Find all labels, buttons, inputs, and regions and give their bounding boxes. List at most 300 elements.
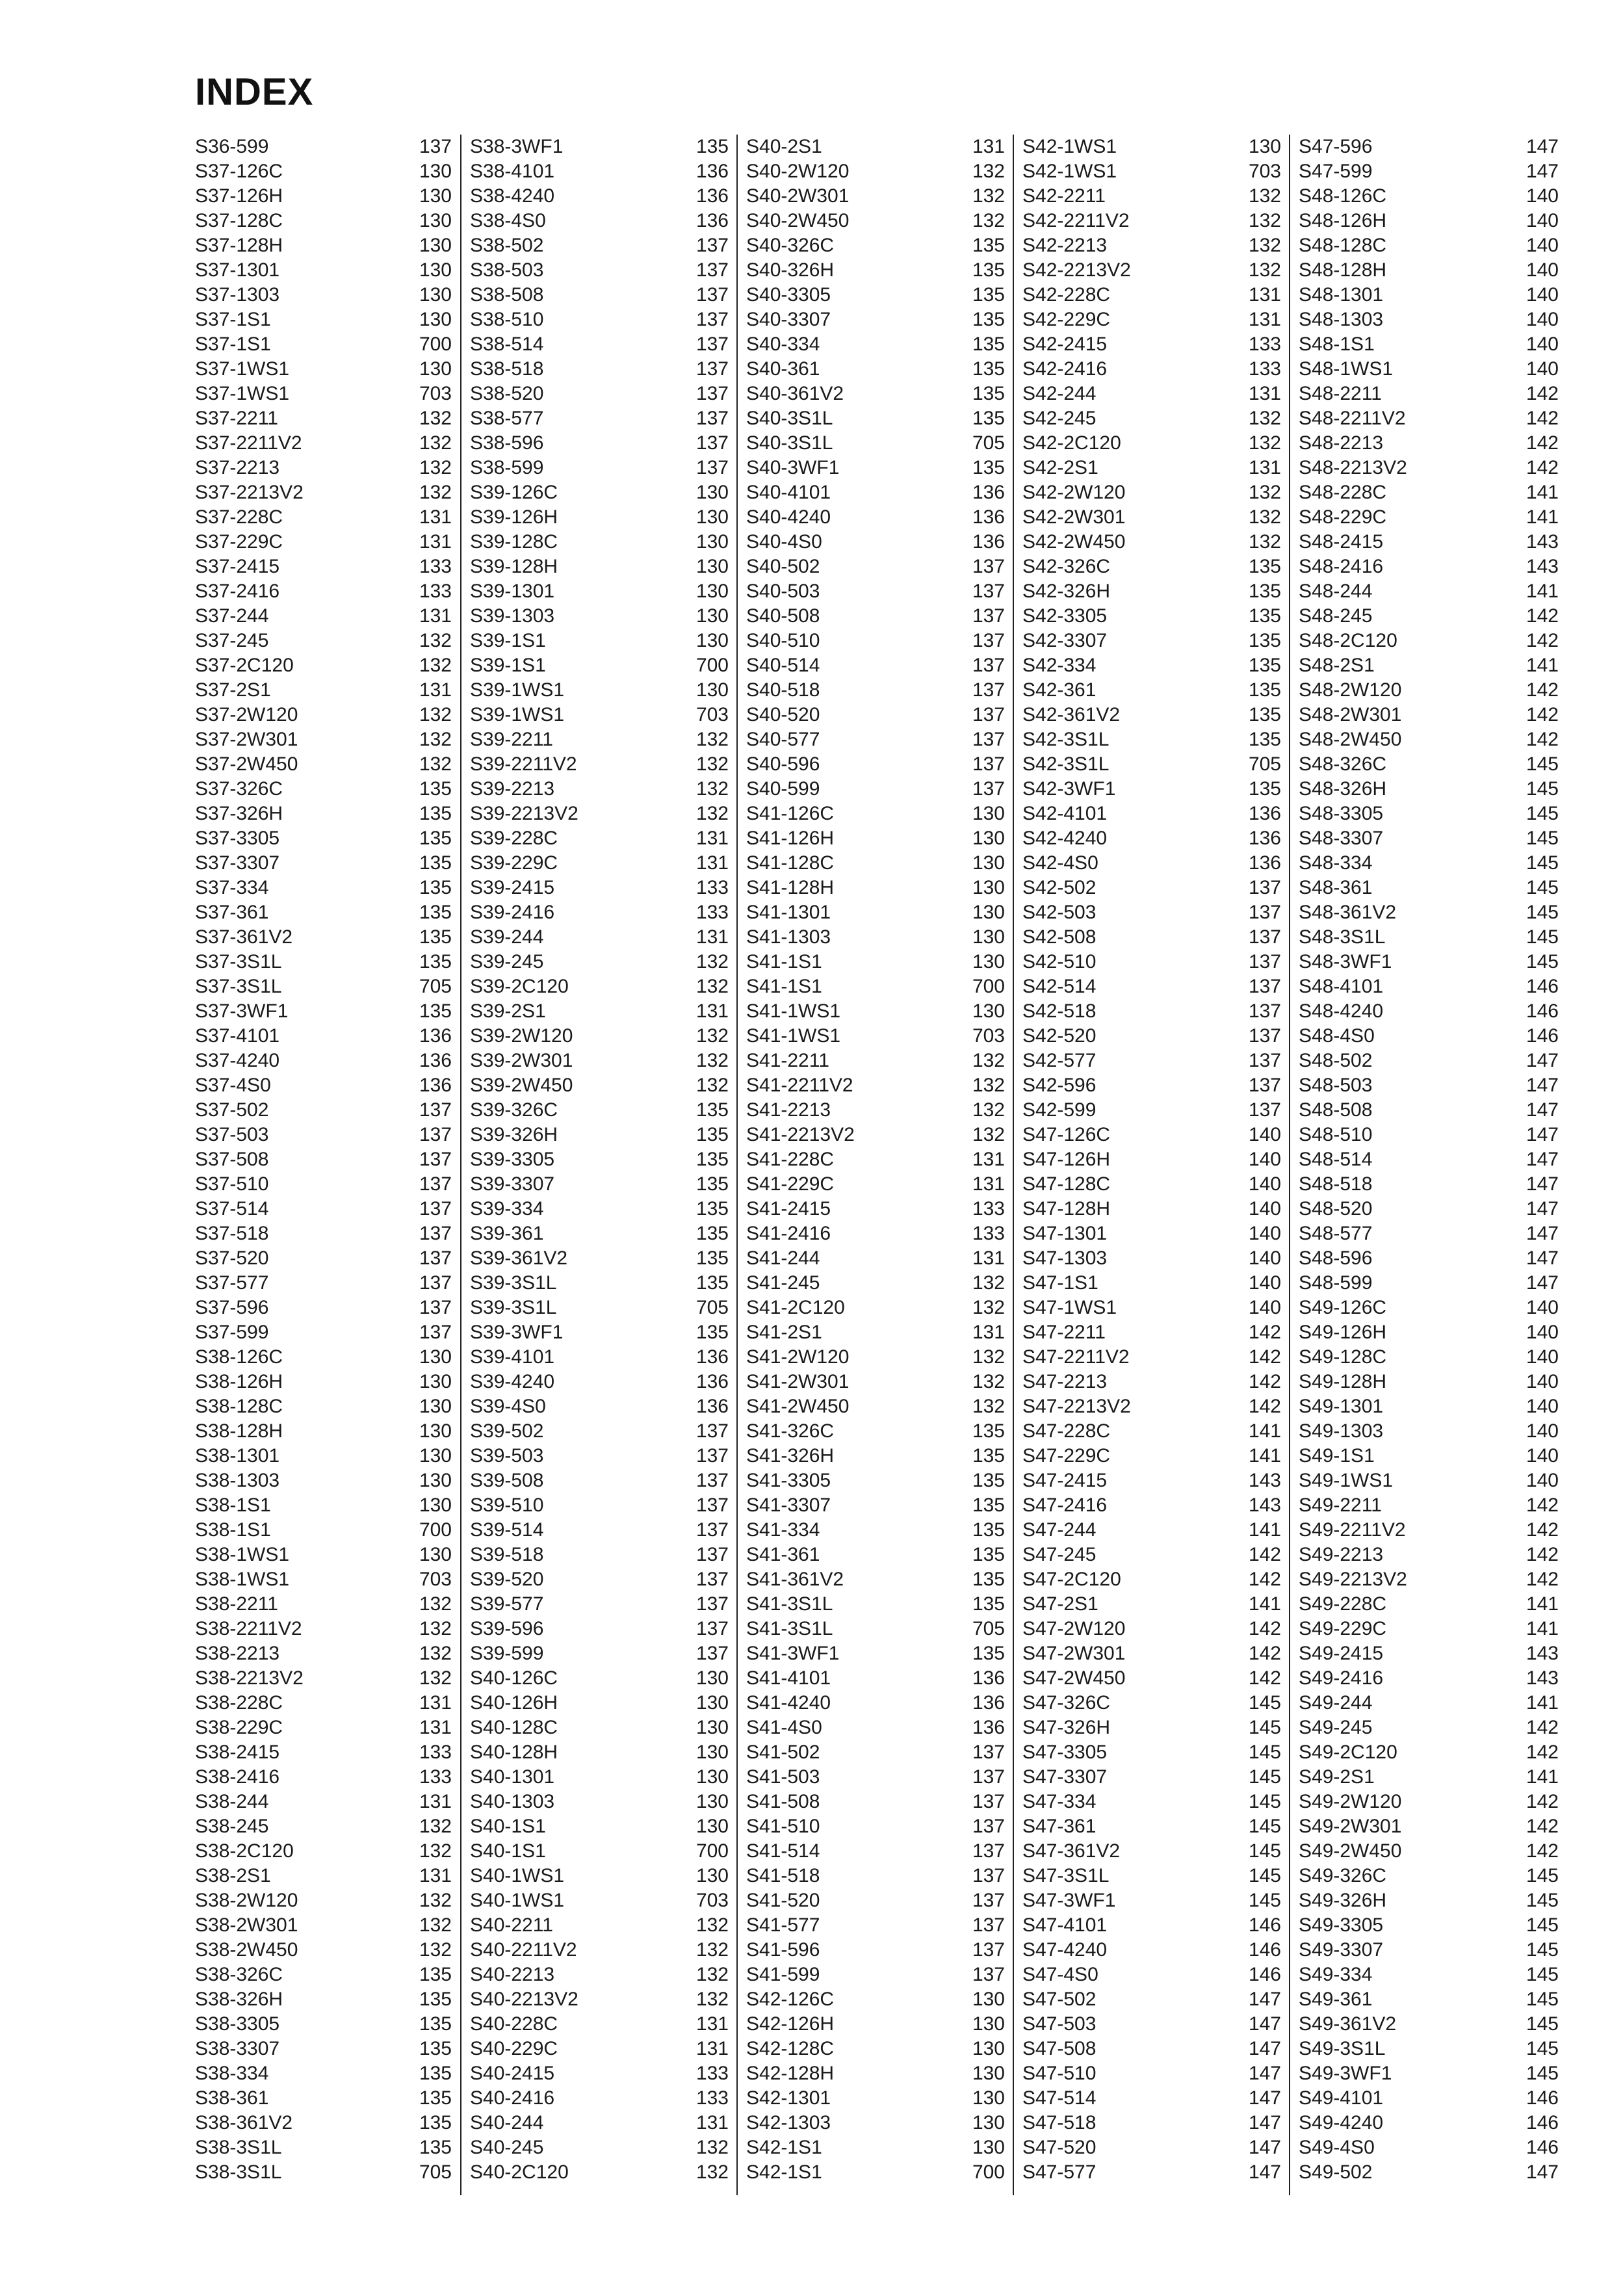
index-entry-page: 137 xyxy=(972,1816,1005,1837)
index-entry-code: S47-2416 xyxy=(1022,1494,1108,1516)
index-entry-page: 132 xyxy=(695,976,729,997)
index-entry xyxy=(1299,1123,1559,1147)
index-entry-code: S48-126C xyxy=(1299,185,1387,207)
index-entry-page: 135 xyxy=(419,1000,452,1022)
index-entry xyxy=(195,2111,452,2135)
index-entry xyxy=(1022,1691,1281,1715)
index-entry-page: 137 xyxy=(419,1198,452,1220)
index-entry xyxy=(1299,1740,1559,1765)
index-entry xyxy=(470,1098,729,1123)
index-entry-page: 141 xyxy=(1526,1593,1559,1615)
index-entry-code: S41-334 xyxy=(746,1519,820,1541)
index-entry-code: S37-3S1L xyxy=(195,951,282,972)
index-entry xyxy=(470,1468,729,1493)
index-entry-code: S40-4101 xyxy=(746,482,831,503)
index-entry-code: S38-4240 xyxy=(470,185,555,207)
index-entry xyxy=(1022,1938,1281,1963)
index-entry xyxy=(746,999,1005,1024)
index-entry-page: 140 xyxy=(1248,1173,1281,1195)
index-entry xyxy=(746,2111,1005,2135)
index-entry-page: 137 xyxy=(1248,877,1281,898)
index-entry-code: S47-1S1 xyxy=(1022,1272,1098,1294)
index-entry xyxy=(195,233,452,258)
index-entry-page: 132 xyxy=(972,1124,1005,1145)
index-entry xyxy=(746,1320,1005,1345)
index-entry-page: 142 xyxy=(1526,1816,1559,1837)
index-entry-code: S39-1S1 xyxy=(470,655,546,676)
index-entry xyxy=(1022,876,1281,900)
index-entry-page: 136 xyxy=(972,1667,1005,1689)
index-entry-code: S42-4101 xyxy=(1022,803,1108,824)
index-entry-page: 700 xyxy=(695,1840,729,1862)
index-entry xyxy=(746,727,1005,752)
index-entry xyxy=(470,1246,729,1271)
index-entry xyxy=(1022,604,1281,629)
index-entry xyxy=(470,727,729,752)
index-entry-code: S47-2W450 xyxy=(1022,1667,1126,1689)
index-entry-page: 135 xyxy=(695,1247,729,1269)
index-entry xyxy=(1299,406,1559,431)
index-entry-code: S40-2W301 xyxy=(746,185,850,207)
index-entry xyxy=(1299,332,1559,357)
index-entry-page: 131 xyxy=(419,1791,452,1812)
index-entry-code: S49-2C120 xyxy=(1299,1742,1397,1763)
index-entry xyxy=(195,1839,452,1864)
index-entry-page: 142 xyxy=(1526,1717,1559,1738)
index-entry-page: 131 xyxy=(972,1322,1005,1343)
index-entry-code: S39-1WS1 xyxy=(470,679,565,701)
index-entry-page: 130 xyxy=(419,309,452,330)
index-entry-page: 132 xyxy=(695,778,729,800)
index-entry-page: 140 xyxy=(1248,1272,1281,1294)
index-entry-page: 132 xyxy=(972,1075,1005,1096)
index-entry-code: S38-326H xyxy=(195,1989,283,2010)
index-entry-page: 146 xyxy=(1248,1964,1281,1985)
index-entry-code: S49-2415 xyxy=(1299,1643,1384,1664)
index-entry-page: 145 xyxy=(1526,902,1559,923)
index-entry xyxy=(746,1147,1005,1172)
index-entry xyxy=(195,480,452,505)
index-entry xyxy=(1299,1073,1559,1098)
index-entry-code: S38-2415 xyxy=(195,1742,280,1763)
index-entry xyxy=(746,406,1005,431)
index-entry xyxy=(746,2037,1005,2061)
index-entry xyxy=(1022,2061,1281,2086)
index-entry-code: S49-2211 xyxy=(1299,1494,1382,1516)
index-entry xyxy=(470,1567,729,1592)
index-entry-code: S37-326C xyxy=(195,778,283,800)
index-entry-page: 137 xyxy=(695,235,729,256)
index-entry-code: S48-577 xyxy=(1299,1223,1373,1244)
index-entry-page: 143 xyxy=(1526,1667,1559,1689)
index-entry-code: S42-244 xyxy=(1022,383,1097,404)
index-entry-page: 130 xyxy=(695,1667,729,1689)
index-entry-code: S40-514 xyxy=(746,655,820,676)
index-entry-page: 140 xyxy=(1526,1445,1559,1467)
index-entry xyxy=(1022,1444,1281,1468)
index-entry-page: 132 xyxy=(695,1075,729,1096)
index-entry-page: 136 xyxy=(1248,828,1281,849)
index-entry-page: 136 xyxy=(1248,803,1281,824)
index-entry-code: S39-326H xyxy=(470,1124,558,1145)
index-entry-page: 135 xyxy=(1248,556,1281,577)
index-entry-page: 137 xyxy=(695,457,729,478)
index-entry-page: 147 xyxy=(1248,2063,1281,2084)
index-entry-page: 133 xyxy=(695,2087,729,2109)
index-entry xyxy=(1022,135,1281,159)
index-entry-code: S49-1301 xyxy=(1299,1396,1384,1417)
index-entry-code: S41-1WS1 xyxy=(746,1025,841,1047)
index-entry xyxy=(195,2037,452,2061)
index-entry-page: 136 xyxy=(972,482,1005,503)
index-entry-code: S37-361V2 xyxy=(195,926,293,948)
index-entry-page: 135 xyxy=(419,1964,452,1985)
index-entry xyxy=(746,1493,1005,1518)
index-entry xyxy=(195,802,452,826)
index-entry xyxy=(195,900,452,925)
index-entry-page: 141 xyxy=(1526,1766,1559,1788)
index-entry xyxy=(195,1543,452,1567)
index-entry-code: S38-228C xyxy=(195,1692,283,1714)
index-entry xyxy=(1022,1888,1281,1913)
index-entry xyxy=(746,1049,1005,1073)
index-entry xyxy=(195,1123,452,1147)
index-entry xyxy=(746,1987,1005,2012)
index-entry-page: 133 xyxy=(419,556,452,577)
index-entry-page: 145 xyxy=(1526,877,1559,898)
index-entry-page: 137 xyxy=(972,1865,1005,1886)
index-entry-code: S37-244 xyxy=(195,605,269,627)
index-entry xyxy=(1299,1221,1559,1246)
index-entry-code: S38-1WS1 xyxy=(195,1569,290,1590)
index-entry-code: S39-2213 xyxy=(470,778,555,800)
index-entry xyxy=(746,2061,1005,2086)
index-entry-code: S38-508 xyxy=(470,284,544,306)
index-entry-page: 132 xyxy=(972,210,1005,231)
index-entry-code: S48-128H xyxy=(1299,259,1387,281)
index-entry-code: S42-1S1 xyxy=(746,2161,822,2183)
index-entry-page: 131 xyxy=(1248,309,1281,330)
index-entry-page: 131 xyxy=(972,1247,1005,1269)
index-entry-code: S40-229C xyxy=(470,2038,558,2059)
index-entry-code: S41-599 xyxy=(746,1964,820,1985)
index-entry xyxy=(746,604,1005,629)
index-entry xyxy=(195,1444,452,1468)
index-entry-page: 137 xyxy=(1248,926,1281,948)
index-entry-page: 132 xyxy=(419,1890,452,1911)
index-entry xyxy=(195,1814,452,1839)
index-entry xyxy=(470,2012,729,2037)
index-entry xyxy=(1022,777,1281,802)
index-entry xyxy=(195,431,452,456)
index-entry xyxy=(470,530,729,554)
index-entry-page: 135 xyxy=(972,1593,1005,1615)
index-entry xyxy=(470,357,729,382)
index-entry-page: 135 xyxy=(972,1569,1005,1590)
index-entry xyxy=(195,1098,452,1123)
index-entry-code: S47-3WF1 xyxy=(1022,1890,1116,1911)
index-entry-code: S40-334 xyxy=(746,333,820,355)
index-entry xyxy=(1022,159,1281,184)
index-entry-page: 137 xyxy=(1248,1075,1281,1096)
index-entry xyxy=(1022,184,1281,209)
index-entry xyxy=(746,1567,1005,1592)
index-entry-page: 705 xyxy=(419,976,452,997)
index-entry-code: S37-520 xyxy=(195,1247,269,1269)
index-entry-code: S39-520 xyxy=(470,1569,544,1590)
index-entry-code: S41-2W450 xyxy=(746,1396,850,1417)
index-entry xyxy=(746,1666,1005,1691)
index-entry-page: 130 xyxy=(695,1742,729,1763)
index-entry xyxy=(746,554,1005,579)
index-entry-page: 147 xyxy=(1526,136,1559,157)
index-entry-page: 136 xyxy=(972,1717,1005,1738)
index-entry xyxy=(746,1370,1005,1394)
index-entry-code: S42-3305 xyxy=(1022,605,1108,627)
column-divider xyxy=(1289,135,1290,2195)
index-entry-code: S40-2211V2 xyxy=(470,1939,577,1961)
index-entry-page: 137 xyxy=(695,1519,729,1541)
index-entry-page: 130 xyxy=(419,284,452,306)
index-entry xyxy=(195,1641,452,1666)
index-entry-page: 145 xyxy=(1526,1964,1559,1985)
index-entry xyxy=(1022,554,1281,579)
index-entry xyxy=(1022,678,1281,703)
index-entry-code: S41-2416 xyxy=(746,1223,831,1244)
index-entry-code: S42-2W120 xyxy=(1022,482,1126,503)
index-entry-code: S47-128H xyxy=(1022,1198,1111,1220)
index-entry-code: S47-1WS1 xyxy=(1022,1297,1117,1318)
index-entry-code: S38-4S0 xyxy=(470,210,546,231)
index-entry xyxy=(1022,283,1281,307)
index-entry xyxy=(195,530,452,554)
index-entry-code: S42-126C xyxy=(746,1989,835,2010)
index-entry-page: 130 xyxy=(419,210,452,231)
index-entry xyxy=(1022,505,1281,530)
index-entry xyxy=(195,1073,452,1098)
index-entry-code: S40-1S1 xyxy=(470,1840,546,1862)
index-entry xyxy=(470,1666,729,1691)
index-entry-page: 147 xyxy=(1526,161,1559,182)
index-entry xyxy=(195,357,452,382)
index-entry-page: 145 xyxy=(1526,1914,1559,1936)
index-entry xyxy=(746,307,1005,332)
index-entry xyxy=(195,851,452,876)
index-entry-code: S40-510 xyxy=(746,630,820,651)
index-entry xyxy=(470,1518,729,1543)
index-entry xyxy=(195,1370,452,1394)
index-entry xyxy=(746,629,1005,653)
index-entry-page: 135 xyxy=(1248,630,1281,651)
index-entry-page: 136 xyxy=(1248,852,1281,874)
index-entry-page: 137 xyxy=(695,1618,729,1639)
index-entry-page: 136 xyxy=(972,1692,1005,1714)
index-entry-code: S41-520 xyxy=(746,1890,820,1911)
index-entry-code: S49-334 xyxy=(1299,1964,1373,1985)
index-entry xyxy=(746,1197,1005,1221)
index-entry-page: 137 xyxy=(1248,976,1281,997)
index-entry-page: 147 xyxy=(1526,1223,1559,1244)
index-entry-code: S41-1S1 xyxy=(746,951,822,972)
index-entry-code: S42-361 xyxy=(1022,679,1097,701)
index-entry-code: S38-245 xyxy=(195,1816,269,1837)
index-entry xyxy=(470,554,729,579)
index-entry-code: S39-228C xyxy=(470,828,558,849)
index-entry-code: S47-2C120 xyxy=(1022,1569,1121,1590)
index-entry-page: 140 xyxy=(1526,309,1559,330)
index-entry-code: S49-4S0 xyxy=(1299,2137,1375,2158)
index-entry-code: S42-510 xyxy=(1022,951,1097,972)
index-entry-page: 137 xyxy=(695,1445,729,1467)
index-entry xyxy=(470,678,729,703)
index-entry-page: 130 xyxy=(695,581,729,602)
index-entry xyxy=(195,184,452,209)
index-entry xyxy=(1299,678,1559,703)
index-entry-page: 137 xyxy=(972,1840,1005,1862)
index-entry xyxy=(746,382,1005,406)
index-entry xyxy=(1299,1271,1559,1296)
index-entry xyxy=(746,802,1005,826)
index-entry-page: 145 xyxy=(1526,1865,1559,1886)
index-entry xyxy=(1022,1790,1281,1814)
index-entry-code: S48-326H xyxy=(1299,778,1387,800)
index-entry xyxy=(1022,1617,1281,1641)
index-entry-code: S41-3S1L xyxy=(746,1618,833,1639)
index-entry-page: 140 xyxy=(1526,1346,1559,1368)
index-entry-code: S38-244 xyxy=(195,1791,269,1812)
index-entry-page: 135 xyxy=(419,2087,452,2109)
index-entry-page: 135 xyxy=(695,1149,729,1170)
index-entry xyxy=(1299,1987,1559,2012)
index-entry-code: S42-1WS1 xyxy=(1022,136,1117,157)
index-entry xyxy=(195,1221,452,1246)
index-entry-page: 137 xyxy=(1248,951,1281,972)
index-entry-page: 135 xyxy=(695,1173,729,1195)
index-entry-code: S40-577 xyxy=(746,729,820,750)
index-entry-page: 145 xyxy=(1248,1717,1281,1738)
index-entry-page: 130 xyxy=(972,852,1005,874)
index-entry-page: 137 xyxy=(419,1322,452,1343)
index-entry xyxy=(1022,1197,1281,1221)
index-entry-code: S47-228C xyxy=(1022,1420,1111,1442)
index-entry-code: S49-2S1 xyxy=(1299,1766,1375,1788)
index-entry-page: 700 xyxy=(972,2161,1005,2183)
index-entry-page: 132 xyxy=(419,729,452,750)
index-entry-code: S42-1WS1 xyxy=(1022,161,1117,182)
index-entry-code: S40-1303 xyxy=(470,1791,555,1812)
index-entry-code: S47-514 xyxy=(1022,2087,1097,2109)
index-entry-code: S39-3307 xyxy=(470,1173,555,1195)
index-entry-page: 137 xyxy=(972,1791,1005,1812)
index-entry xyxy=(470,1740,729,1765)
index-entry-code: S48-128C xyxy=(1299,235,1387,256)
index-entry xyxy=(1022,629,1281,653)
index-entry-page: 146 xyxy=(1248,1939,1281,1961)
index-entry-code: S49-326H xyxy=(1299,1890,1387,1911)
index-entry-code: S42-245 xyxy=(1022,408,1097,429)
index-entry xyxy=(1299,1543,1559,1567)
index-entry-page: 140 xyxy=(1526,235,1559,256)
index-entry-code: S48-1303 xyxy=(1299,309,1384,330)
index-entry-page: 143 xyxy=(1526,556,1559,577)
index-entry-page: 135 xyxy=(972,1420,1005,1442)
index-columns xyxy=(195,135,1560,2195)
index-entry xyxy=(1022,579,1281,604)
index-entry xyxy=(470,1888,729,1913)
index-entry xyxy=(1022,431,1281,456)
index-entry-code: S39-1WS1 xyxy=(470,704,565,725)
index-entry xyxy=(1022,1518,1281,1543)
index-entry-code: S38-326C xyxy=(195,1964,283,1985)
index-entry-code: S37-577 xyxy=(195,1272,269,1294)
index-entry-page: 141 xyxy=(1526,655,1559,676)
index-entry-page: 147 xyxy=(1526,1247,1559,1269)
index-entry-page: 135 xyxy=(972,235,1005,256)
index-entry-page: 132 xyxy=(419,1939,452,1961)
index-entry xyxy=(470,851,729,876)
index-entry-code: S38-1WS1 xyxy=(195,1544,290,1565)
index-entry-page: 140 xyxy=(1248,1297,1281,1318)
index-entry-page: 130 xyxy=(419,161,452,182)
index-entry-code: S40-361 xyxy=(746,358,820,380)
index-entry xyxy=(195,505,452,530)
index-entry-code: S42-1S1 xyxy=(746,2137,822,2158)
index-entry xyxy=(195,999,452,1024)
index-entry xyxy=(746,1963,1005,1987)
index-entry-code: S47-361 xyxy=(1022,1816,1097,1837)
index-entry xyxy=(195,925,452,950)
index-entry-page: 132 xyxy=(419,432,452,454)
index-entry-page: 137 xyxy=(419,1223,452,1244)
index-entry-page: 131 xyxy=(695,2112,729,2133)
index-entry-code: S47-4101 xyxy=(1022,1914,1108,1936)
index-entry-page: 132 xyxy=(972,161,1005,182)
index-entry-code: S47-245 xyxy=(1022,1544,1097,1565)
index-entry-page: 145 xyxy=(1248,1766,1281,1788)
index-entry-page: 131 xyxy=(695,2013,729,2035)
index-entry xyxy=(746,332,1005,357)
index-entry-page: 136 xyxy=(695,185,729,207)
index-entry-code: S40-1S1 xyxy=(470,1816,546,1837)
index-entry-code: S40-1301 xyxy=(470,1766,555,1788)
index-entry-page: 131 xyxy=(419,1865,452,1886)
index-entry-page: 136 xyxy=(419,1050,452,1071)
index-entry-page: 130 xyxy=(695,1865,729,1886)
index-entry-page: 703 xyxy=(972,1025,1005,1047)
index-entry xyxy=(1022,826,1281,851)
index-entry-code: S48-502 xyxy=(1299,1050,1373,1071)
index-entry xyxy=(1022,703,1281,727)
index-entry xyxy=(1299,2160,1559,2185)
index-entry xyxy=(1022,382,1281,406)
index-entry-page: 147 xyxy=(1526,1149,1559,1170)
index-entry xyxy=(195,752,452,777)
index-entry-page: 132 xyxy=(419,1840,452,1862)
index-entry-page: 135 xyxy=(972,408,1005,429)
index-entry-code: S39-229C xyxy=(470,852,558,874)
index-entry-page: 137 xyxy=(419,136,452,157)
index-entry xyxy=(1022,727,1281,752)
index-entry-page: 130 xyxy=(972,2112,1005,2133)
index-entry-page: 132 xyxy=(695,1050,729,1071)
index-entry-code: S49-2416 xyxy=(1299,1667,1384,1689)
index-entry-code: S49-1S1 xyxy=(1299,1445,1375,1467)
index-entry-page: 135 xyxy=(419,828,452,849)
index-entry-page: 136 xyxy=(972,506,1005,528)
index-entry-code: S42-520 xyxy=(1022,1025,1097,1047)
index-entry xyxy=(195,1790,452,1814)
index-entry-code: S38-514 xyxy=(470,333,544,355)
